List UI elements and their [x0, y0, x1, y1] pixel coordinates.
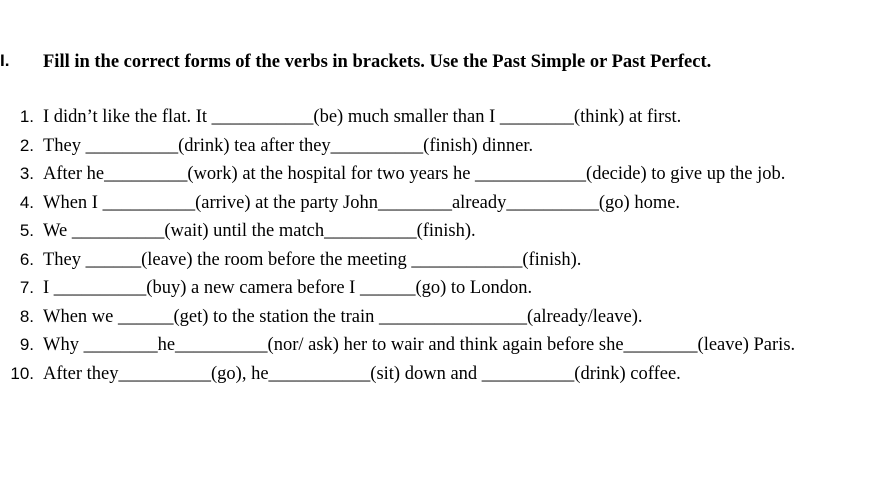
item-text: After he_________(work) at the hospital for two years he ____________(decide) to give up the job.	[43, 164, 786, 184]
item-number: 2.	[19, 135, 34, 155]
item-number: 9.	[19, 335, 34, 354]
item-number: 1.	[19, 107, 34, 126]
exercise-item	[0, 246, 803, 275]
item-text: When we ______(get) to the station the train ________________(already/leave).	[43, 306, 643, 327]
item-number: 4.	[19, 192, 34, 212]
exercise-item	[0, 189, 803, 218]
exercise-item	[0, 132, 803, 161]
item-text: I didn’t like the flat. It ___________(be) much smaller than I ________(think) at first.	[43, 107, 682, 127]
item-text: When I __________(arrive) at the party John________already__________(go) home.	[43, 192, 681, 213]
exercise-item	[0, 331, 803, 360]
exercise-list	[0, 103, 869, 388]
exercise-item	[0, 103, 803, 132]
item-number: 8.	[19, 306, 34, 326]
item-number: 7.	[19, 278, 34, 297]
item-number: 6.	[19, 249, 34, 269]
item-text: After they__________(go), he___________(sit) down and __________(drink) coffee.	[43, 363, 681, 384]
item-text: They ______(leave) the room before the meeting ____________(finish).	[43, 249, 582, 270]
item-text: I __________(buy) a new camera before I ______(go) to London.	[43, 278, 533, 298]
exercise-item	[0, 274, 803, 303]
exercise-item	[0, 360, 803, 389]
item-text: They __________(drink) tea after they__________(finish) dinner.	[43, 135, 534, 156]
item-text: Why ________he__________(nor/ ask) her to wair and think again before she________(leave) Paris.	[43, 335, 796, 355]
item-number: 5.	[19, 221, 34, 240]
exercise-item	[0, 303, 803, 332]
exercise-item	[0, 217, 803, 246]
item-number: 3.	[19, 164, 34, 183]
item-text: We __________(wait) until the match__________(finish).	[43, 221, 476, 241]
section-number: I.	[0, 51, 10, 70]
exercise-item	[0, 160, 803, 189]
instructions: Fill in the correct forms of the verbs in brackets. Use the Past Simple or Past Perfect.	[43, 52, 712, 72]
item-number: 10.	[10, 363, 34, 383]
